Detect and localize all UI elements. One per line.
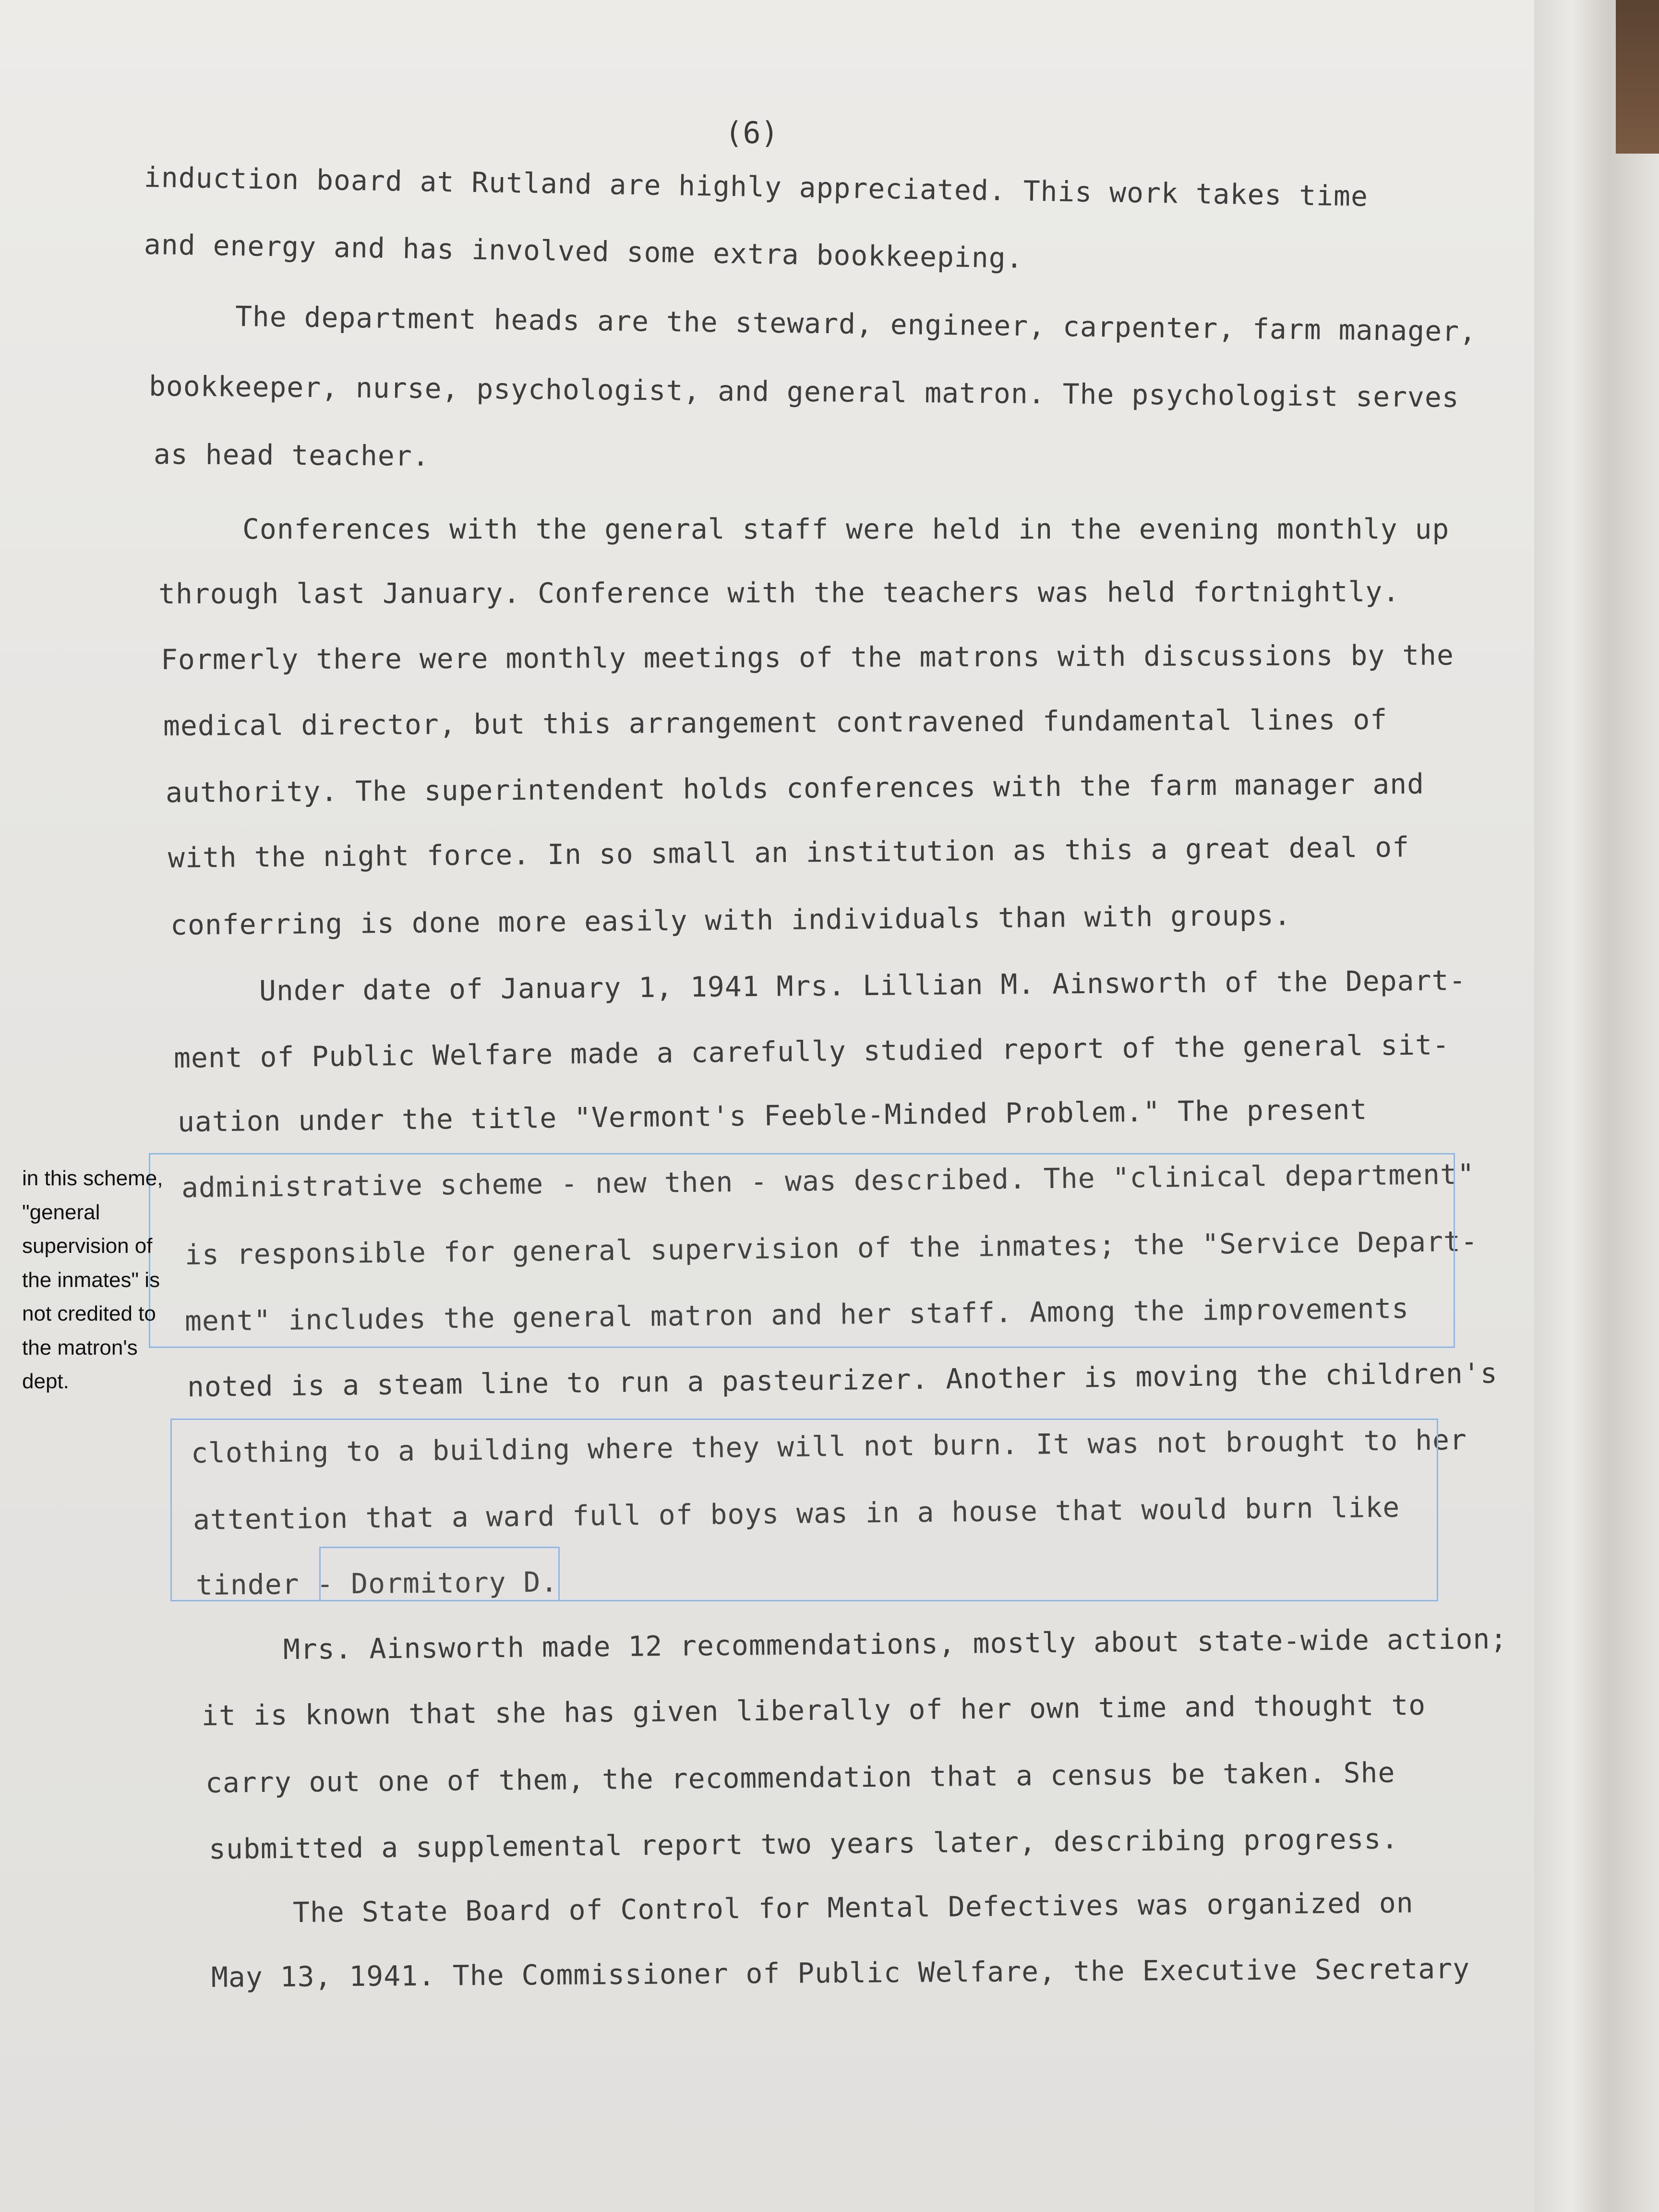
text-line: as head teacher.	[153, 438, 430, 473]
text-line: Formerly there were monthly meetings of the matrons with discussions by the	[160, 638, 1455, 676]
text-line: Under date of January 1, 1941 Mrs. Lillian M. Ainsworth of the Depart-	[259, 964, 1467, 1007]
text-line: conferring is done more easily with individuals than with groups.	[170, 899, 1291, 941]
text-line: and energy and has involved some extra bookkeeping.	[144, 228, 1024, 275]
highlight-box-administrative-scheme	[149, 1153, 1455, 1348]
text-line: tinder - Dormitory D.	[195, 1565, 558, 1601]
desk-corner	[1616, 0, 1659, 154]
text-line: carry out one of them, the recommendation that a census be taken. She	[205, 1756, 1395, 1799]
text-line: clothing to a building where they will not burn. It was not brought to her	[191, 1423, 1467, 1469]
page-number: (6)	[725, 115, 779, 150]
text-line: The State Board of Control for Mental Defectives was organized on	[292, 1886, 1414, 1929]
text-line: May 13, 1941. The Commissioner of Public Welfare, the Executive Secretary	[211, 1952, 1470, 1994]
text-line: submitted a supplemental report two years later, describing progress.	[208, 1822, 1399, 1865]
text-line: it is known that she has given liberally of her own time and thought to	[201, 1688, 1426, 1732]
text-line: induction board at Rutland are highly appreciated. This work takes time	[144, 161, 1369, 213]
text-line: authority. The superintendent holds conferences with the farm manager and	[165, 767, 1425, 809]
text-line: through last January. Conference with the teachers was held fortnightly.	[158, 575, 1400, 610]
text-line: The department heads are the steward, engineer, carpenter, farm manager,	[235, 300, 1477, 348]
annotation-note: in this scheme, "general supervision of the inmates" is not credited to the matron's dept.	[22, 1166, 163, 1393]
text-line: medical director, but this arrangement contravened fundamental lines of	[163, 703, 1388, 742]
text-line: attention that a ward full of boys was in a house that would burn like	[192, 1491, 1400, 1536]
text-line: Conferences with the general staff were held in the evening monthly up	[242, 513, 1450, 545]
paper-stack-edge	[1534, 0, 1659, 2212]
text-line: bookkeeper, nurse, psychologist, and general matron. The psychologist serves	[148, 370, 1460, 414]
text-line: with the night force. In so small an institution as this a great deal of	[168, 830, 1410, 874]
highlight-box-dormitory-d	[319, 1547, 560, 1601]
text-line: uation under the title "Vermont's Feeble-Minded Problem." The present	[177, 1093, 1368, 1138]
text-line: is responsible for general supervision of the inmates; the "Service Depart-	[184, 1225, 1479, 1271]
text-line: Mrs. Ainsworth made 12 recommendations, mostly about state-wide action;	[283, 1622, 1508, 1666]
margin-annotation[interactable]	[0, 1162, 178, 1498]
text-line: ment" includes the general matron and her staff. Among the improvements	[184, 1292, 1409, 1337]
text-line: noted is a steam line to run a pasteurizer. Another is moving the children's	[187, 1357, 1498, 1403]
text-line: ment of Public Welfare made a carefully studied report of the general sit-	[173, 1028, 1450, 1074]
text-line: administrative scheme - new then - was described. The "clinical department"	[181, 1157, 1475, 1204]
